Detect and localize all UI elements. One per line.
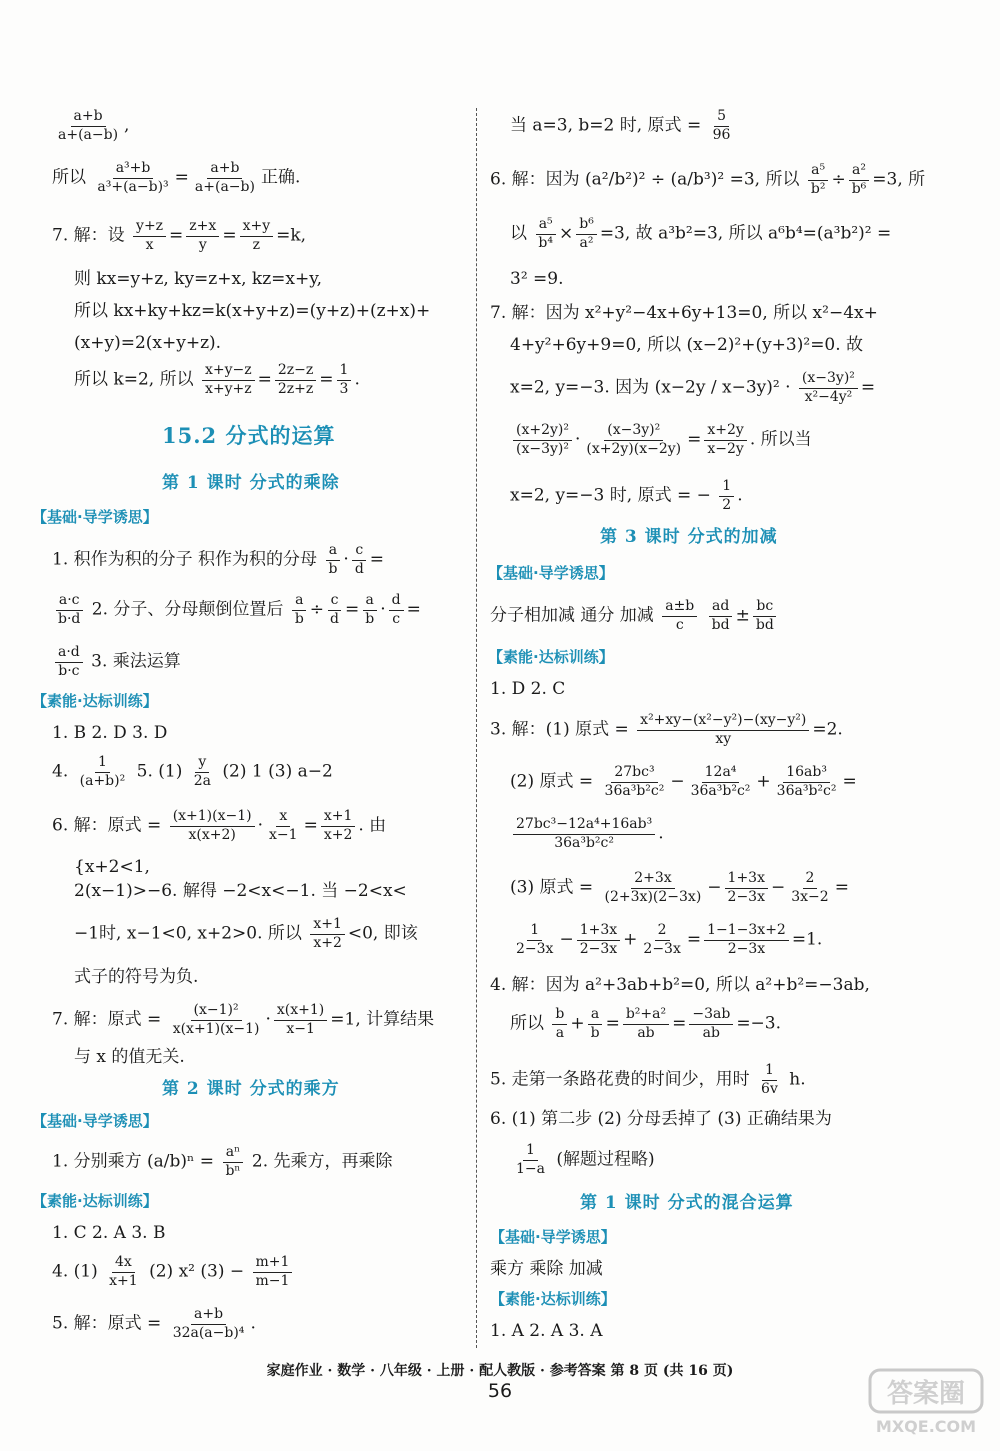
- lesson-title: 第 2 课时 分式的乘方: [162, 1079, 340, 1099]
- answer-line: 则 kx=y+z, ky=z+x, kz=x+y,: [74, 269, 322, 289]
- answer-line: x=2, y=−3 时, 原式 = − $\frac{1}{2}$ .: [510, 478, 743, 513]
- answer-line: 1. B 2. D 3. D: [52, 723, 168, 743]
- page-footer: 家庭作业 · 数学 · 八年级 · 上册 · 配人教版 · 参考答案 第 8 页 (共 16 页): [266, 1363, 734, 1379]
- answer-line: 所以 $\frac{b}{a}$ + $\frac{a}{b}$ = $\frac{\text{b²+a²}}{ab}$ = $\frac{-3ab}{ab}$ =−3.: [510, 1006, 782, 1041]
- watermark-text: 答案圈: [886, 1379, 966, 1409]
- answer-line: $\frac{a\cdot c}{b\cdot d}$ 2. 分子、分母颠倒位置后 $\frac{a}{b}$ ÷ $\frac{c}{d}$ = $\frac{a}{b}$ · $\frac{d}{c}$ =: [52, 592, 421, 628]
- section-tag: 【素能·达标训练】: [32, 1192, 158, 1210]
- answer-line: 6. 解：原式 = $\frac{(x+1)(x-1)}{x(x+2)}$ · $\frac{x}{x-1}$ = $\frac{x+1}{x+2}$ . 由: [52, 808, 387, 843]
- section-tag: 【基础·导学诱思】: [32, 508, 158, 526]
- answer-line: 4. (1) $\frac{4x}{x+1}$ (2) x² (3) − $\frac{m+1}{m-1}$: [52, 1254, 295, 1290]
- section-tag: 【素能·达标训练】: [488, 648, 614, 666]
- lesson-title: 第 3 课时 分式的加减: [600, 527, 778, 547]
- watermark-url: MXQE.COM: [875, 1417, 977, 1436]
- answer-line: $\frac{a\cdot d}{b\cdot c}$ 3. 乘法运算: [52, 644, 181, 680]
- answer-line: 3² =9.: [510, 269, 564, 289]
- answer-line: 2(x−1)>−6. 解得 −2<x<−1. 当 −2<x<: [74, 881, 407, 901]
- answer-line: 4. 解：因为 a²+3ab+b²=0, 所以 a²+b²=−3ab,: [490, 975, 870, 995]
- answer-line: 1. 积作为积的分子 积作为积的分母 $\frac{a}{b}$ · $\frac{c}{d}$ =: [52, 542, 385, 577]
- page-number: 56: [487, 1380, 513, 1402]
- answer-line: 式子的符号为负.: [74, 967, 199, 987]
- section-title: 15.2 分式的运算: [162, 423, 336, 448]
- answer-line: $\frac{1}{2-3x}$ − $\frac{1+3x}{2-3x}$ + $\frac{2}{2-3x}$ = $\frac{1-1-3x+2}{2-3x}$ =1.: [516, 922, 823, 957]
- lesson-title: 第 1 课时 分式的混合运算: [580, 1193, 794, 1213]
- answer-line: 1. A 2. A 3. A: [490, 1321, 603, 1341]
- answer-line: (x+y)=2(x+y+z).: [74, 333, 222, 353]
- answer-line: 所以 kx+ky+kz=k(x+y+z)=(y+z)+(z+x)+: [74, 301, 431, 321]
- answer-line: 3. 解：(1) 原式 = $\frac{\text{x²+xy−(x²−y²)−(xy−y²)}}{xy}$ =2.: [490, 712, 843, 747]
- answer-line: $\frac{\text{(x+2y)²}}{\text{(x−3y)²}}$ · $\frac{\text{(x−3y)²}}{(x+2y)(x-2y)}$ = $\frac{x+2y}{x-2y}$ . 所以当: [510, 422, 812, 458]
- answer-line: −1时, x−1<0, x+2>0. 所以 $\frac{x+1}{x+2}$ <0, 即该: [74, 916, 418, 951]
- answer-line: 当 a=3, b=2 时, 原式 = $\frac{5}{96}$: [510, 108, 731, 143]
- answer-line: 1. C 2. A 3. B: [52, 1223, 166, 1243]
- answer-line: 6. (1) 第二步 (2) 分母丢掉了 (3) 正确结果为: [490, 1109, 832, 1129]
- section-tag: 【基础·导学诱思】: [488, 564, 614, 582]
- answer-line: {x+2<1,: [74, 857, 150, 877]
- section-tag: 【素能·达标训练】: [32, 692, 158, 710]
- answer-line: 与 x 的值无关.: [74, 1047, 185, 1067]
- lesson-title: 第 1 课时 分式的乘除: [162, 473, 340, 493]
- answer-line: 1. D 2. C: [490, 679, 566, 699]
- section-tag: 【基础·导学诱思】: [32, 1112, 158, 1130]
- watermark-logo: [868, 1366, 984, 1438]
- answer-line: 4+y²+6y+9=0, 所以 (x−2)²+(y+3)²=0. 故: [510, 335, 864, 355]
- column-divider: [476, 108, 477, 1348]
- answer-line: $\frac{1}{1-a}$ (解题过程略): [516, 1142, 655, 1177]
- answer-line: 6. 解：因为 (a²/b²)² ÷ (a/b³)² =3, 所以 $\frac{\text{a⁵}}{\text{b²}}$ ÷ $\frac{\text{a²}}{\text{b⁶}}$ =3, 所: [490, 162, 926, 197]
- answer-line: (3) 原式 = $\frac{2+3x}{(2+3x)(2-3x)}$ − $\frac{1+3x}{2-3x}$ − $\frac{2}{3x-2}$ =: [510, 870, 849, 905]
- answer-line: (2) 原式 = $\frac{\text{27bc³}}{\text{36a³b²c²}}$ − $\frac{\text{12a⁴}}{\text{36a³b²c²}}$ + $\frac{\text{16ab³}}{\text{36a³b²c²}}$ =: [510, 764, 857, 799]
- answer-line-q7: 7. 解：设 $\frac{y+z}{x}$ = $\frac{z+x}{y}$ = $\frac{x+y}{z}$ =k,: [52, 218, 307, 253]
- section-tag: 【素能·达标训练】: [490, 1290, 616, 1308]
- answer-line: $\frac{\text{27bc³−12a⁴+16ab³}}{\text{36a³b²c²}}$ .: [510, 816, 664, 852]
- answer-line: 5. 走第一条路花费的时间少，用时 $\frac{1}{6v}$ h.: [490, 1062, 806, 1097]
- answer-line: 7. 解：因为 x²+y²−4x+6y+13=0, 所以 x²−4x+: [490, 303, 878, 323]
- section-tag: 【基础·导学诱思】: [490, 1228, 616, 1246]
- answer-line: $\frac{a+b}{a+(a-b)}$ ,: [58, 108, 130, 143]
- answer-line: 4. $\frac{1}{\text{(a+b)²}}$ 5. (1) $\frac{y}{2a}$ (2) 1 (3) a−2: [52, 754, 333, 789]
- answer-line: 1. 分别乘方 (a/b)ⁿ = $\frac{\text{aⁿ}}{\text{bⁿ}}$ 2. 先乘方，再乘除: [52, 1144, 393, 1179]
- answer-line: 分子相加减 通分 加减 $\frac{a\pm b}{c}$ $\frac{ad}{bd}$ ± $\frac{bc}{bd}$: [490, 598, 780, 634]
- answer-line: 所以 $\frac{\text{a³+b}}{\text{a³+(a−b)³}}$ = $\frac{a+b}{a+(a-b)}$ 正确.: [52, 160, 301, 195]
- answer-line: 7. 解：原式 = $\frac{\text{(x−1)²}}{x(x+1)(x-1)}$ · $\frac{x(x+1)}{x-1}$ =1, 计算结果: [52, 1002, 435, 1037]
- answer-line: x=2, y=−3. 因为 (x−2y / x−3y)² · $\frac{\text{(x−3y)²}}{\text{x²−4y²}}$ =: [510, 370, 876, 405]
- answer-line: 以 $\frac{\text{a⁵}}{\text{b⁴}}$ × $\frac{\text{b⁶}}{\text{a²}}$ =3, 故 a³b²=3, 所以 a⁶b⁴=(a³b²)² =: [510, 216, 892, 251]
- answer-line: 5. 解：原式 = $\frac{a+b}{\text{32a(a−b)⁴}}$ .: [52, 1306, 256, 1341]
- answer-line: 所以 k=2, 所以 $\frac{x+y-z}{x+y+z}$ = $\frac{2z-z}{2z+z}$ = $\frac{1}{3}$ .: [74, 362, 360, 397]
- answer-line: 乘方 乘除 加减: [490, 1259, 603, 1279]
